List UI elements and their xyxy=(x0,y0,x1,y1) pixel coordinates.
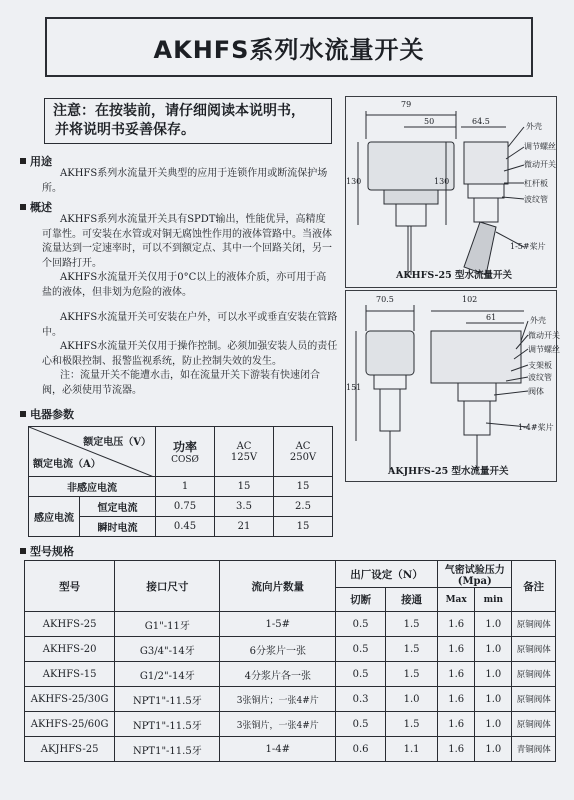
part-label: 调节螺丝 xyxy=(524,142,556,151)
dim-label: 50 xyxy=(424,117,435,126)
col-header-ac250: AC 250V xyxy=(274,427,333,477)
usage-heading: 用途 xyxy=(20,153,52,169)
table-row: 感应电流 恒定电流 0.75 3.5 2.5 xyxy=(29,497,333,517)
table-cell: 1.0 xyxy=(475,612,512,637)
page-title: AKHFS系列水流量开关 xyxy=(45,17,533,77)
table-cell: 原铜阀体 xyxy=(512,662,556,687)
table-cell: 1.5 xyxy=(386,662,438,687)
col-header-cut: 切断 xyxy=(336,588,386,612)
dim-label: 130 xyxy=(434,177,450,186)
table-cell: NPT1"-11.5牙 xyxy=(115,687,220,712)
col-header-vanes: 流向片数量 xyxy=(220,561,336,612)
part-label: 1-4#桨片 xyxy=(518,423,554,432)
table-cell: 1.5 xyxy=(386,712,438,737)
table-cell: 0.3 xyxy=(336,687,386,712)
part-label: 外壳 xyxy=(526,122,542,131)
table-cell: 1.0 xyxy=(475,737,512,762)
drawing-akjhfs-25 xyxy=(345,290,560,482)
col-header-max: Max xyxy=(438,588,475,612)
dim-label: 102 xyxy=(462,295,478,304)
corner-top-label: 额定电压（V） xyxy=(83,437,151,448)
part-label: 阀体 xyxy=(528,387,544,396)
part-label: 微动开关 xyxy=(524,160,556,169)
table-cell: AKHFS-25/30G xyxy=(25,687,115,712)
notice-line-1: 注意：在按装前，请仔细阅读本说明书， xyxy=(53,103,305,119)
table-cell: 1.5 xyxy=(386,612,438,637)
dim-label: 70.5 xyxy=(376,295,394,304)
dim-label: 64.5 xyxy=(472,117,490,126)
table-cell: 原铜阀体 xyxy=(512,637,556,662)
table-row xyxy=(25,712,556,737)
table-cell: 原铜阀体 xyxy=(512,712,556,737)
table-cell: 4分浆片各一张 xyxy=(220,662,336,687)
table-cell: 1.1 xyxy=(386,737,438,762)
table-cell: AKHFS-25 xyxy=(25,612,115,637)
col-header-pressure: 气密试验压力(Mpa) xyxy=(438,561,512,588)
dim-label: 61 xyxy=(486,313,497,322)
table-row: 瞬时电流 0.45 21 15 xyxy=(29,517,333,537)
table-row xyxy=(25,737,556,762)
part-label: 微动开关 xyxy=(528,331,560,340)
table-cell: 1.6 xyxy=(438,612,475,637)
table-cell: 1.6 xyxy=(438,712,475,737)
col-header-factory: 出厂设定（N） xyxy=(336,561,438,588)
part-label: 外壳 xyxy=(530,316,546,325)
drawing-caption: AKHFS-25 型水流量开关 xyxy=(396,270,513,281)
part-label: 支架板 xyxy=(528,361,552,370)
table-cell: 青铜阀体 xyxy=(512,737,556,762)
table-cell: 3张铜片，一张4#片 xyxy=(220,712,336,737)
table-cell: G1"-11牙 xyxy=(115,612,220,637)
table-cell: 原铜阀体 xyxy=(512,612,556,637)
table-cell: 原铜阀体 xyxy=(512,687,556,712)
table-cell: AKHFS-20 xyxy=(25,637,115,662)
overview-text-b: AKHFS水流量开关可安装在户外，可以水平或垂直安装在管路中。 AKHFS水流量开关仅用于操作控制。必须加强安装人员的责任心和极限控制、报警监视系统，防止控制失效的发生。 注：流量开关不能遭水击，如在流量开关下游装有快速闭合阀，必须使用节流器。 xyxy=(42,312,338,396)
dim-label: 151 xyxy=(346,383,362,392)
electrical-corner-cell xyxy=(29,427,156,477)
col-header-note: 备注 xyxy=(512,561,556,612)
table-cell: 6分浆片一张 xyxy=(220,637,336,662)
table-cell: 1.6 xyxy=(438,637,475,662)
part-label: 调节螺丝 xyxy=(528,345,560,354)
overview-heading: 概述 xyxy=(20,199,52,215)
spec-table xyxy=(24,560,556,762)
col-header-model: 型号 xyxy=(25,561,115,612)
table-cell: 1.0 xyxy=(475,662,512,687)
notice-box xyxy=(44,98,332,144)
drawing-akhfs-25 xyxy=(345,96,557,288)
table-cell: 1-5# xyxy=(220,612,336,637)
table-row: 非感应电流 1 15 15 xyxy=(29,477,333,497)
part-label: 波纹管 xyxy=(524,195,548,204)
table-cell: 0.5 xyxy=(336,637,386,662)
table-cell: 1.0 xyxy=(475,687,512,712)
table-cell: AKHFS-15 xyxy=(25,662,115,687)
table-cell: 1.6 xyxy=(438,737,475,762)
table-row xyxy=(25,637,556,662)
table-cell: 1.0 xyxy=(386,687,438,712)
col-header-power: 功率 COSØ xyxy=(156,427,215,477)
notice-line-2: 并将说明书妥善保存。 xyxy=(55,122,195,138)
table-cell: AKHFS-25/60G xyxy=(25,712,115,737)
bullet-square-icon xyxy=(20,548,26,554)
table-cell: G1/2"-14牙 xyxy=(115,662,220,687)
models-heading: 型号规格 xyxy=(20,543,74,559)
table-cell: 1.6 xyxy=(438,662,475,687)
table-row xyxy=(25,612,556,637)
part-label: 波纹管 xyxy=(528,373,552,382)
table-cell: 1-4# xyxy=(220,737,336,762)
usage-text: AKHFS系列水流量开关典型的应用于连锁作用或断流保护场所。 xyxy=(42,168,328,194)
bullet-square-icon xyxy=(20,411,26,417)
table-cell: 1.0 xyxy=(475,637,512,662)
table-cell: G3/4"-14牙 xyxy=(115,637,220,662)
table-cell: 0.5 xyxy=(336,662,386,687)
table-cell: 1.6 xyxy=(438,687,475,712)
table-cell: NPT1"-11.5牙 xyxy=(115,737,220,762)
overview-text-a: AKHFS系列水流量开关具有SPDT输出，性能优异，高精度可靠性。可安装在水管或对铜无腐蚀性作用的液体管路中。当液体流量达到一定速率时，可以不到额定点、其中一个回路关闭，另一个回路打开。 AKHFS水流量开关仅用于0°C以上的液体介质，亦可用于高盐的液体，但非划为危险的液体。 xyxy=(42,214,332,298)
table-cell: 0.5 xyxy=(336,612,386,637)
col-header-connect: 接通 xyxy=(386,588,438,612)
drawing-akhfs-25-svg xyxy=(346,97,556,287)
table-cell: 3张铜片；一张4#片 xyxy=(220,687,336,712)
col-header-min: min xyxy=(475,588,512,612)
table-cell: AKJHFS-25 xyxy=(25,737,115,762)
bullet-square-icon xyxy=(20,158,26,164)
drawing-akjhfs-25-svg xyxy=(346,291,556,481)
dim-label: 130 xyxy=(346,177,362,186)
col-header-ac125: AC 125V xyxy=(215,427,274,477)
table-row xyxy=(25,687,556,712)
table-cell: 1.5 xyxy=(386,637,438,662)
col-header-port: 接口尺寸 xyxy=(115,561,220,612)
bullet-square-icon xyxy=(20,204,26,210)
corner-bottom-label: 额定电流（A） xyxy=(33,459,101,470)
table-row xyxy=(25,662,556,687)
table-cell: NPT1"-11.5牙 xyxy=(115,712,220,737)
part-label: 1-5#桨片 xyxy=(510,242,546,251)
electrical-table xyxy=(28,426,333,537)
table-cell: 1.0 xyxy=(475,712,512,737)
table-cell: 0.5 xyxy=(336,712,386,737)
drawing-caption: AKJHFS-25 型水流量开关 xyxy=(388,466,509,477)
table-cell: 0.6 xyxy=(336,737,386,762)
part-label: 杠杆板 xyxy=(524,179,548,188)
dim-label: 79 xyxy=(401,100,412,109)
electrical-heading: 电器参数 xyxy=(20,406,74,422)
